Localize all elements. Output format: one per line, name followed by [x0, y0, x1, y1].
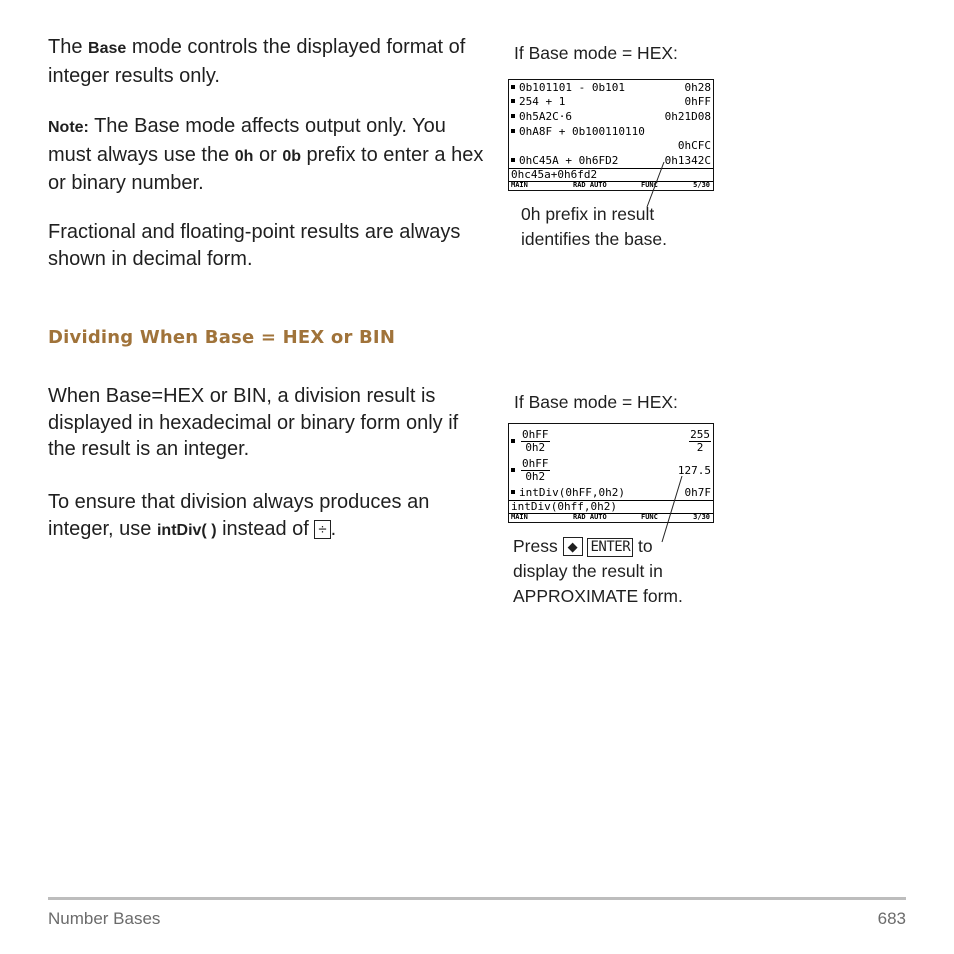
diamond-key-icon: ◆	[563, 537, 583, 556]
intdiv-code: intDiv( )	[156, 521, 217, 539]
bullet-icon	[511, 439, 515, 443]
intdiv-text-3: .	[330, 517, 337, 540]
base-keyword: Base	[88, 40, 127, 57]
history-row: 0hC45A + 0h6FD2 0h1342C	[511, 155, 711, 167]
note-text-1: The Base mode affects output only. You must always use the	[48, 115, 446, 166]
screen2-caption: If Base mode = HEX:	[514, 392, 678, 412]
fraction-result: $\frac{255}{2}$	[690, 428, 710, 454]
para1-text-post: mode controls the displayed format of integer results only.	[48, 36, 466, 87]
note-text-2: or	[253, 143, 283, 166]
intdiv-text-1: To ensure that division always produces an integer, use	[48, 491, 430, 540]
intdiv-text-2: instead of	[216, 517, 315, 540]
history-row-fraction: 0hFF 0h2 127.5	[511, 457, 711, 483]
entry-line: 0hc45a+0h6fd2	[509, 168, 713, 182]
paragraph-intdiv	[48, 489, 493, 544]
history-row: 0b101101 - 0b101 0h28	[511, 82, 711, 94]
history-row: intDiv(0hFF,0h2) 0h7F	[511, 487, 711, 499]
screen1-annotation: 0h prefix in result identifies the base.	[521, 204, 667, 249]
screen2-annotation: Press ◆ ENTER to display the result in APPROXIMATE form.	[513, 536, 683, 606]
screen1-caption: If Base mode = HEX:	[514, 43, 678, 63]
paragraph-note	[48, 113, 493, 197]
paragraph-fractional: Fractional and floating-point results are always shown in decimal form.	[48, 221, 461, 270]
bullet-icon	[511, 85, 515, 89]
fraction-input: 0hFF 0h2	[522, 457, 549, 483]
bullet-icon	[511, 99, 515, 103]
calculator-screen-1	[508, 79, 714, 191]
entry-line: intDiv(0hff,0h2)	[509, 500, 713, 514]
para1-text-pre: The	[48, 36, 89, 58]
paragraph-division: When Base=HEX or BIN, a division result is displayed in hexadecimal or binary form only if the result is an integer.	[48, 385, 459, 460]
footer-section-title: Number Bases	[48, 909, 161, 928]
note-label: Note:	[48, 119, 89, 136]
fraction-input: 0hFF 0h2	[522, 428, 549, 454]
hex-prefix-code: 0h	[234, 147, 254, 165]
history-row: 0hA8F + 0b100110110	[511, 126, 711, 138]
bullet-icon	[511, 158, 515, 162]
status-bar: MAIN RAD AUTO FUNC 3/30	[511, 513, 710, 521]
history-row-fraction	[511, 428, 711, 454]
history-row: 254 + 1 0hFF	[511, 96, 711, 108]
footer-page-number: 683	[877, 909, 906, 928]
note-text-3: prefix to enter a hex or binary number.	[48, 143, 484, 194]
bullet-icon	[511, 114, 515, 118]
bin-prefix-code: 0b	[282, 147, 301, 165]
divide-key-icon: ÷	[314, 520, 330, 539]
section-heading: Dividing When Base = HEX or BIN	[48, 327, 396, 348]
bullet-icon	[511, 468, 515, 472]
enter-key-icon: ENTER	[587, 538, 633, 557]
bullet-icon	[511, 129, 515, 133]
history-row: 0hCFC	[677, 139, 711, 152]
footer-rule	[48, 897, 906, 900]
paragraph-base-mode	[48, 34, 493, 89]
bullet-icon	[511, 490, 515, 494]
status-bar: MAIN RAD AUTO FUNC 5/30	[511, 181, 710, 189]
history-row: 0h5A2C·6 0h21D08	[511, 111, 711, 123]
